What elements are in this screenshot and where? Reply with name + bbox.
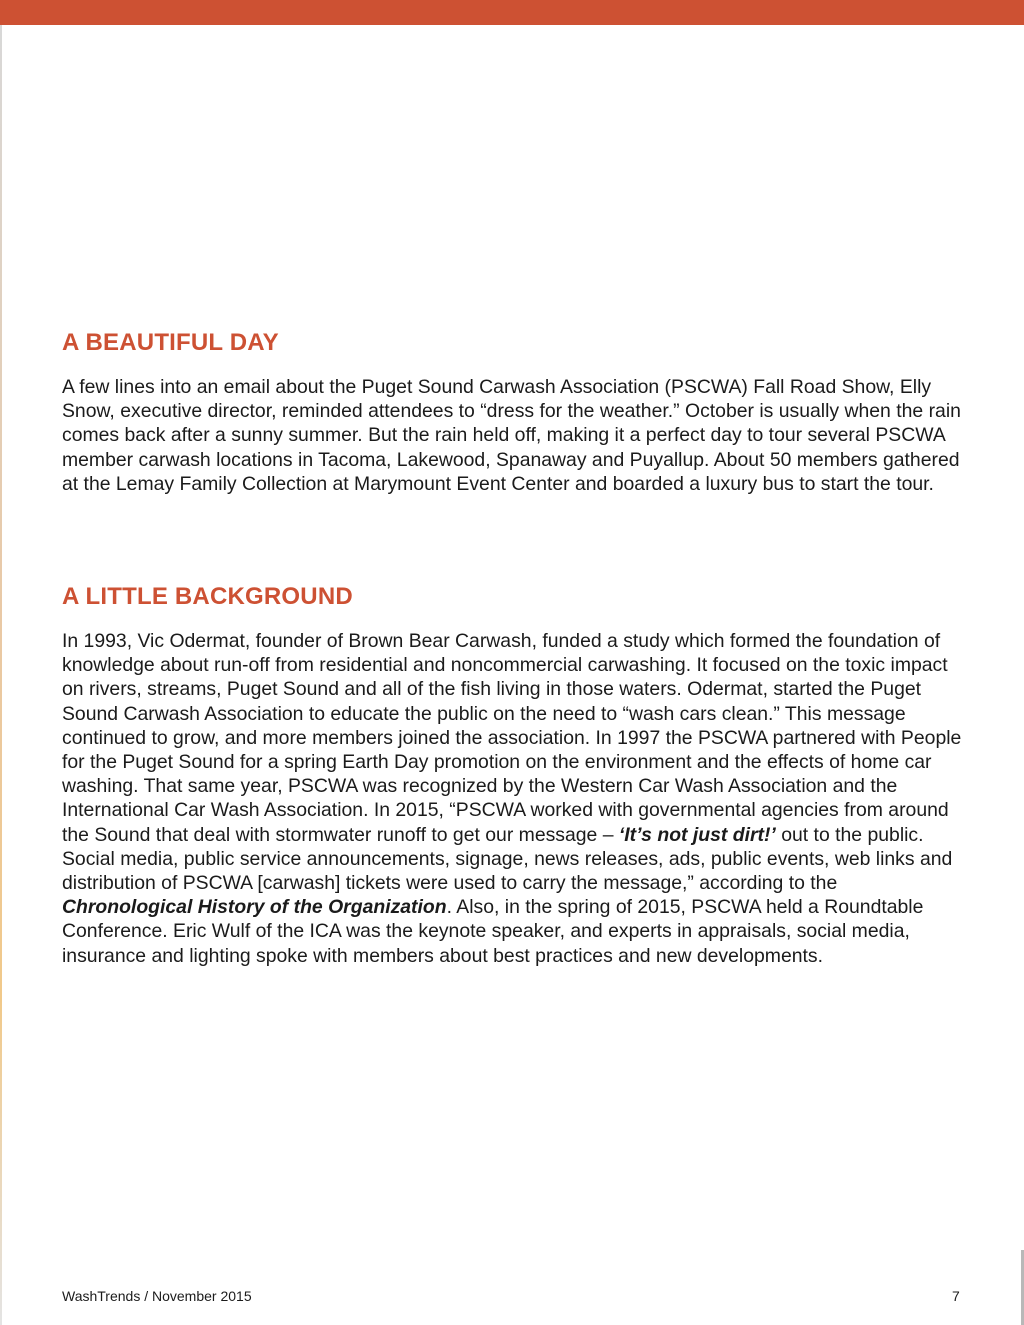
paragraph-text: In 1993, Vic Odermat, founder of Brown Bear Carwash, funded a study which formed the foundation of knowledge about run-off from residential and noncommercial carwashing. It focused on the toxic impact on rivers, streams, Puget Sound and all of the fish living in those waters. Odermat, started the Puget Sound Carwash Association to educate the public on the need to “wash cars clean.” This message continued to grow, and more members joined the association. In 1997 the PSCWA partnered with People for the Puget Sound for a spring Earth Day promotion on the environment and the effects of home car washing. That same year, PSCWA was recognized by the Western Car Wash Association and the International Car Wash Association. In 2015, “PSCWA worked with governmental agencies from around the Sound that deal with stormwater runoff to get our message – [62,630,962,846]
paragraph-text: . Also, in the spring of 2015, PSCWA held a Roundtable Conference. Eric Wulf of the ICA was the keynote speaker, and experts in appraisals, social media, insurance and lighting spoke with members about best practices and new developments. [62,896,924,967]
section-paragraph [62,629,967,968]
section-heading: A BEAUTIFUL DAY [62,329,279,356]
footer-publication: WashTrends / November 2015 [62,1288,252,1304]
paragraph-text: out to the public. Social media, public service announcements, signage, news releases, ads, public events, web links and distribution of PSCWA [carwash] tickets were used to carry the message,” according to the [62,823,953,895]
emphasized-quote: ‘It’s not just dirt!’ [618,823,776,846]
section-paragraph: A few lines into an email about the Puget Sound Carwash Association (PSCWA) Fall Road Show, Elly Snow, executive director, reminded attendees to “dress for the weather.” October is usually when the rain comes back after a sunny summer. But the rain held off, making it a perfect day to tour several PSCWA member carwash locations in Tacoma, Lakewood, Spanaway and Puyallup. About 50 members gathered at the Lemay Family Collection at Marymount Event Center and boarded a luxury bus to start the tour. [62,376,961,495]
top-accent-bar [0,0,1024,25]
left-page-edge [0,25,2,1325]
section-a-beautiful-day [62,328,967,496]
footer-page-number: 7 [952,1288,960,1304]
article-content [62,328,967,968]
section-heading: A LITTLE BACKGROUND [62,583,353,611]
emphasized-title: Chronological History of the Organization [62,896,447,919]
section-a-little-background [62,582,967,968]
